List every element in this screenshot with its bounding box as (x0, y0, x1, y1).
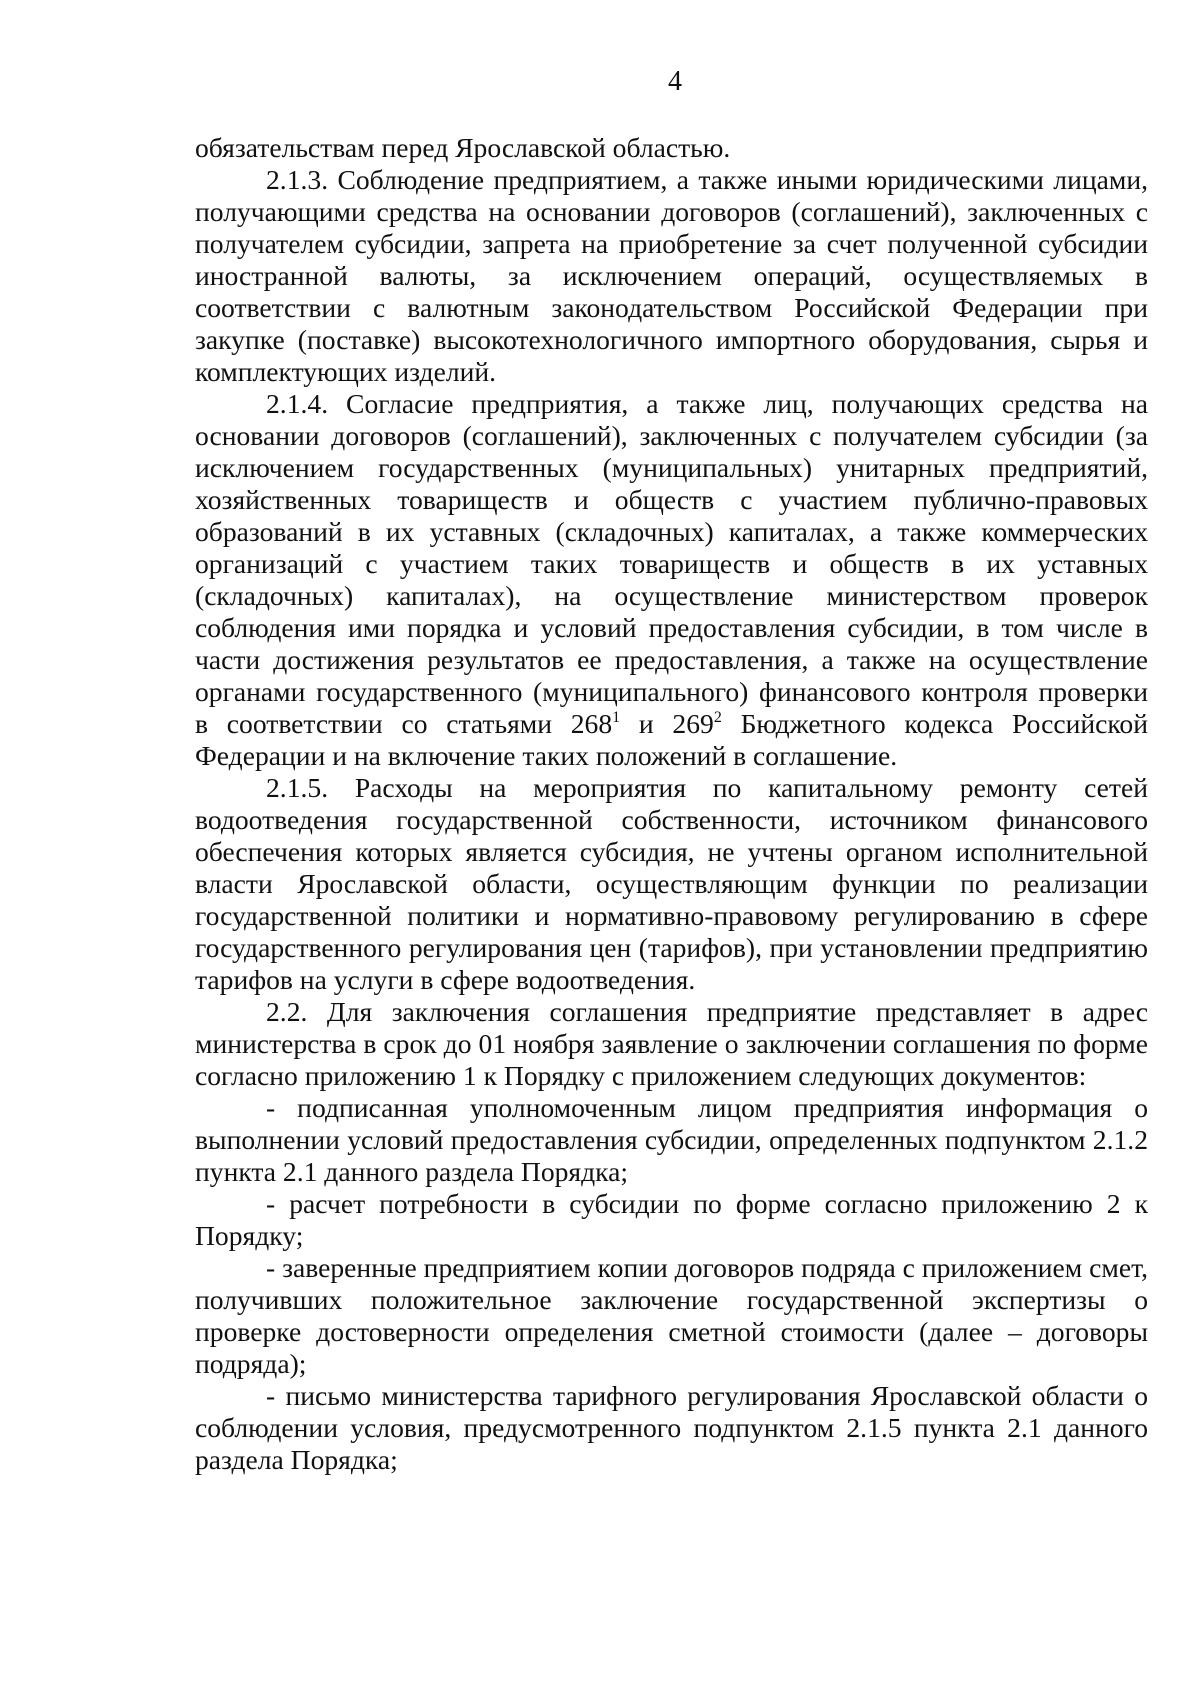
paragraph-2-1-4-text-end: Бюджетного кодекса Российской Федерации и на включение таких положений в соглашение. (195, 708, 1148, 771)
paragraph-2-1-3: 2.1.3. Соблюдение предприятием, а также иными юридическими лицами, получающими средства на основании договоров (соглашений), заключенных с получателем субсидии, запрета на приобретение за счет полученной субсидии иностранной валюты, за исключением операций, осуществляемых в соответствии с валютным законодательством Российской Федерации при закупке (поставке) высокотехнологичного импортного оборудования, сырья и комплектующих изделий. (195, 164, 1148, 387)
paragraph-2-1-4 (195, 388, 1148, 772)
paragraph-2-2: 2.2. Для заключения соглашения предприятие представляет в адрес министерства в срок до 01 ноября заявление о заключении соглашения по форме согласно приложению 1 к Порядку с приложением следующих документов: (195, 996, 1148, 1091)
list-item-contract-copies: - заверенные предприятием копии договоров подряда с приложением смет, получивших положительное заключение государственной экспертизы о проверке достоверности определения сметной стоимости (далее – договоры подряда); (195, 1252, 1148, 1379)
paragraph-continuation: обязательствам перед Ярославской областью. (195, 132, 731, 163)
list-item-subsidy-calculation: - расчет потребности в субсидии по форме согласно приложению 2 к Порядку; (195, 1188, 1148, 1251)
paragraph-2-1-4-text-start: 2.1.4. Согласие предприятия, а также лиц, получающих средства на основании договоров (соглашений), заключенных с получателем субсидии (за исключением государственных (муниципальных) унитарных предприятий, хозяйственных товариществ и обществ с участием публично-правовых образований в их уставных (складочных) капиталах, а также коммерческих организаций с участием таких товариществ и обществ в их уставных (складочных) капиталах), на осуществление министерством проверок соблюдения ими порядка и условий предоставления субсидии, в том числе в части достижения результатов ее предоставления, а также на осуществление органами государственного (муниципального) финансового контроля проверки в соответствии со статьями 268 (195, 388, 1148, 739)
footnote-superscript-269: 2 (713, 709, 722, 726)
page-number: 4 (668, 66, 682, 97)
list-item-signed-information: - подписанная уполномоченным лицом предприятия информация о выполнении условий предоставления субсидии, определенных подпунктом 2.1.2 пункта 2.1 данного раздела Порядка; (195, 1092, 1148, 1187)
footnote-superscript-268: 1 (612, 709, 621, 726)
paragraph-2-1-4-text-middle: и 269 (620, 708, 714, 739)
list-item-ministry-letter: - письмо министерства тарифного регулирования Ярославской области о соблюдении условия, предусмотренного подпунктом 2.1.5 пункта 2.1 данного раздела Порядка; (195, 1380, 1148, 1475)
document-body (195, 132, 1148, 1476)
paragraph-2-1-5: 2.1.5. Расходы на мероприятия по капитальному ремонту сетей водоотведения государственной собственности, источником финансового обеспечения которых является субсидия, не учтены органом исполнительной власти Ярославской области, осуществляющим функции по реализации государственной политики и нормативно-правовому регулированию в сфере государственного регулирования цен (тарифов), при установлении предприятию тарифов на услуги в сфере водоотведения. (195, 772, 1148, 995)
